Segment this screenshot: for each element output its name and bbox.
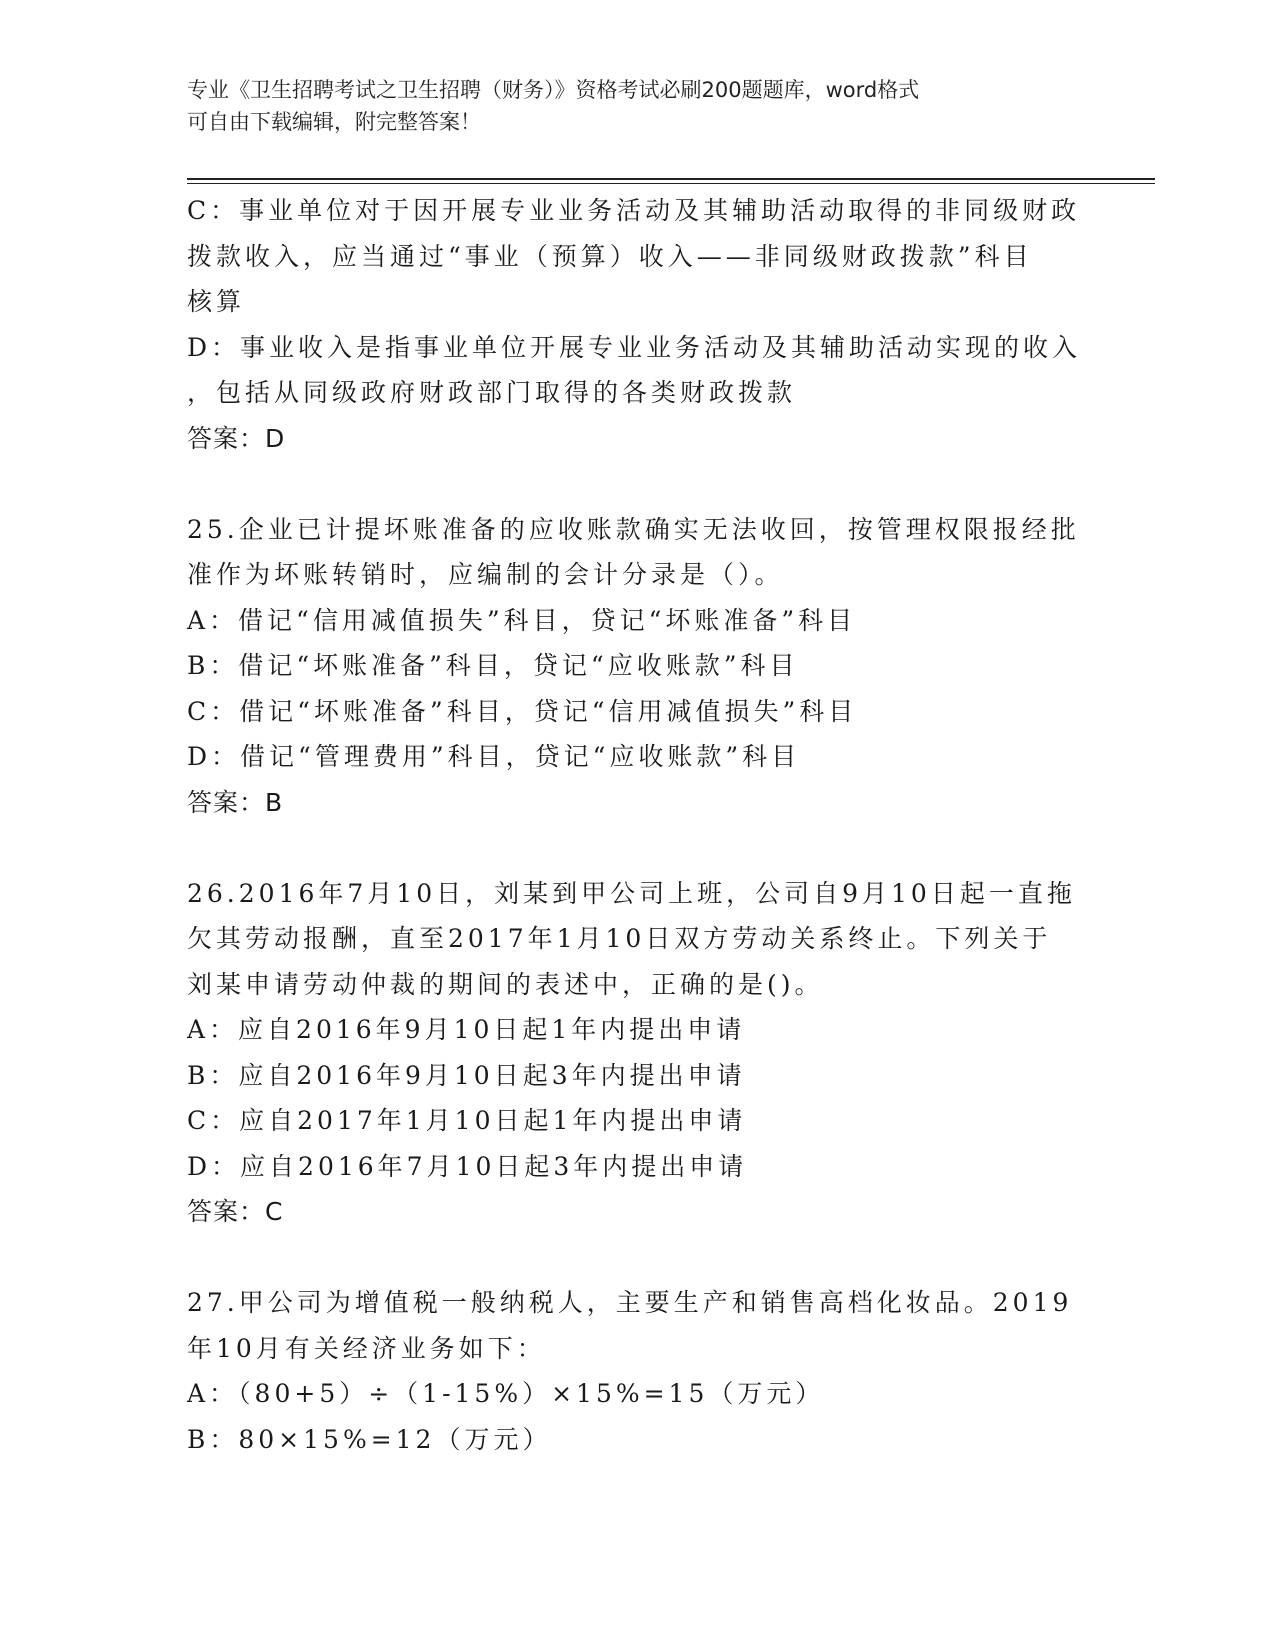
option-c: C：应自2017年1月10日起1年内提出申请 [187,1106,747,1135]
option-b: B：应自2016年9月10日起3年内提出申请 [187,1060,746,1090]
option-b: B：借记“坏账准备”科目，贷记“应收账款”科目 [187,651,799,680]
question-stem: 年10月有关经济业务如下： [187,1333,546,1363]
text-line: 核算 [187,287,246,316]
text-line: D：事业收入是指事业单位开展专业业务活动及其辅助活动实现的收入 [187,332,1082,362]
option-d: D：借记“管理费用”科目，贷记“应收账款”科目 [187,742,801,771]
question-stem: 刘某申请劳动仲裁的期间的表述中，正确的是()。 [187,969,824,999]
header-rule-thin [187,183,1155,184]
answer-line: 答案：B [187,787,284,817]
question-content [187,188,1087,1462]
option-b: B：80×15%=12（万元） [187,1424,552,1454]
document-header [187,74,1067,138]
option-a: A：应自2016年9月10日起1年内提出申请 [187,1015,746,1044]
spacer [187,461,1087,507]
text-line: 拨款收入，应当通过“事业（预算）收入——非同级财政拨款”科目 [187,241,1033,271]
option-a: A：（80+5）÷（1-15%）×15%=15（万元） [187,1379,825,1408]
header-line-1: 专业《卫生招聘考试之卫生招聘（财务）》资格考试必刷200题题库，word格式 [187,78,920,102]
question-stem: 25.企业已计提坏账准备的应收账款确实无法收回，按管理权限报经批 [187,514,1080,544]
question-stem: 27.甲公司为增值税一般纳税人，主要生产和销售高档化妆品。2019 [187,1288,1073,1317]
question-block [187,871,1087,1235]
question-block [187,188,1087,461]
text-line: ，包括从同级政府财政部门取得的各类财政拨款 [187,378,797,407]
header-line-2: 可自由下载编辑，附完整答案！ [187,110,481,134]
question-stem: 欠其劳动报酬，直至2017年1月10日双方劳动关系终止。下列关于 [187,924,1052,953]
option-d: D：应自2016年7月10日起3年内提出申请 [187,1151,748,1181]
spacer [187,1235,1087,1281]
answer-line: 答案：D [187,423,286,453]
question-stem: 26.2016年7月10日，刘某到甲公司上班，公司自9月10日起一直拖 [187,878,1076,908]
option-a: A：借记“信用减值损失”科目，贷记“坏账准备”科目 [187,605,857,635]
spacer [187,825,1087,871]
text-line: C：事业单位对于因开展专业业务活动及其辅助活动取得的非同级财政 [187,196,1081,225]
question-stem: 准作为坏账转销时，应编制的会计分录是（）。 [187,560,784,589]
question-block [187,1280,1087,1462]
answer-line: 答案：C [187,1197,284,1226]
header-rule-thick [187,178,1155,180]
question-block [187,507,1087,826]
option-c: C：借记“坏账准备”科目，贷记“信用减值损失”科目 [187,696,858,726]
